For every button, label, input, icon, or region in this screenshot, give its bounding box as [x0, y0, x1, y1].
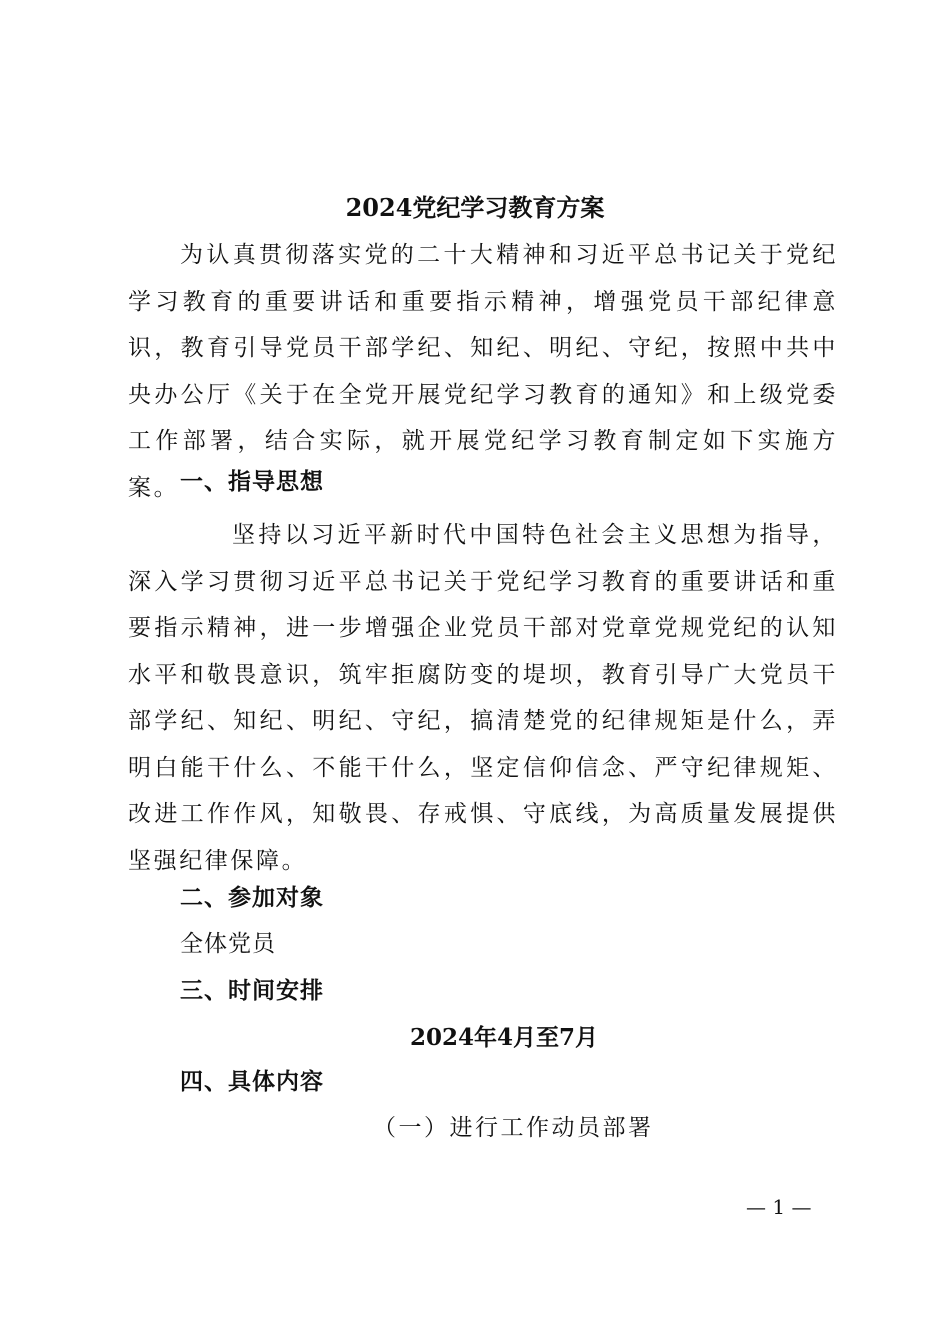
- section-heading-guiding-ideology: 一、指导思想: [180, 469, 324, 495]
- guiding-ideology-paragraph: 坚持以习近平新时代中国特色社会主义思想为指导，深入学习贯彻习近平总书记关于党纪学习教育的重要讲话和重要指示精神，进一步增强企业党员干部对党章党规党纪的认知水平和敬畏意识，筑牢拒腐防变的堤坝，教育引导广大党员干部学纪、知纪、明纪、守纪，搞清楚党的纪律规矩是什么，弄明白能干什么、不能干什么，坚定信仰信念、严守纪律规矩、改进工作作风，知敬畏、存戒惧、守底线，为高质量发展提供坚强纪律保障。: [128, 522, 838, 874]
- page-number: — 1 —: [746, 1195, 812, 1219]
- section-heading-content: 四、具体内容: [180, 1069, 324, 1095]
- intro-paragraph: 为认真贯彻落实党的二十大精神和习近平总书记关于党纪学习教育的重要讲话和重要指示精神，增强党员干部纪律意识，教育引导党员干部学纪、知纪、明纪、守纪，按照中共中央办公厅《关于在全党开展党纪学习教育的通知》和上级党委工作部署，结合实际，就开展党纪学习教育制定如下实施方案。: [128, 242, 838, 501]
- section-heading-participants: 二、参加对象: [180, 885, 324, 911]
- document-title: 2024党纪学习教育方案: [345, 193, 605, 222]
- schedule-text: 2024年4月至7月: [409, 1024, 599, 1051]
- content-subheading: （一）进行工作动员部署: [373, 1115, 654, 1141]
- section-heading-schedule: 三、时间安排: [180, 978, 324, 1004]
- participants-text: 全体党员: [180, 931, 276, 957]
